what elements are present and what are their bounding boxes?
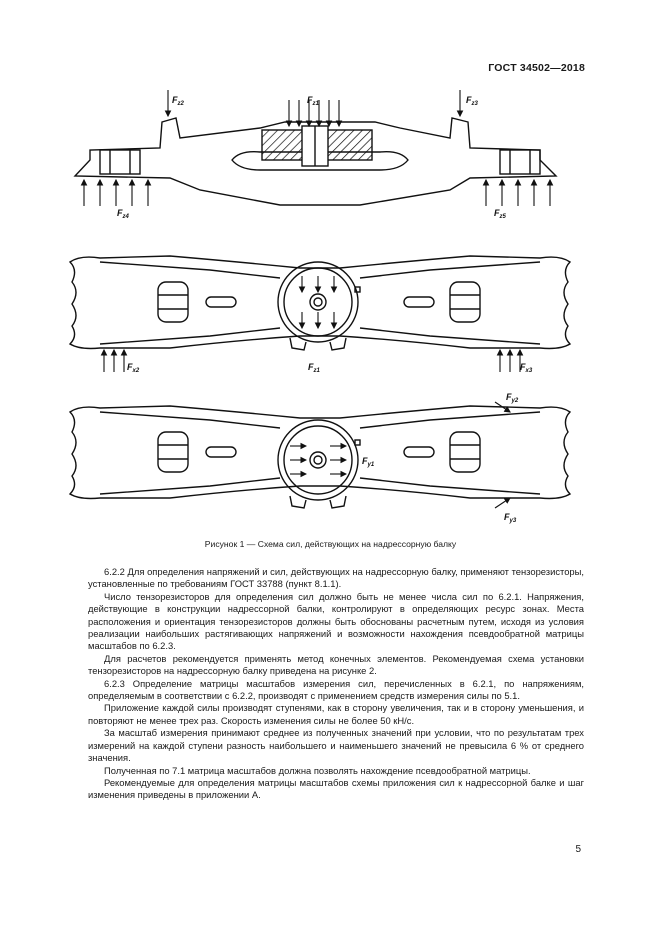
side-view <box>75 118 556 205</box>
label-fz1: $F_{z1}$ <box>307 95 319 107</box>
body-text <box>88 566 584 802</box>
paragraph: Для расчетов рекомендуется применять метод конечных элементов. Рекомендуемая схема установки тензорезисторов на надрессорную балку приведена на рисунке 2. <box>88 652 584 677</box>
label-fy3: $F_{y3}$ <box>504 512 517 524</box>
paragraph: Рекомендуемые для определения матрицы масштабов схемы приложения сил к надрессорной балке и шаг изменения приведены в приложении А. <box>88 776 584 801</box>
paragraph: 6.2.3 Определение матрицы масштабов измерения сил, перечисленных в 6.2.1, по напряжениям, определяемым в соответствии с 6.2.2, производят с применением средств измерения силы по 5.1. <box>88 677 584 702</box>
label-fx2: $F_{x2}$ <box>127 362 140 374</box>
paragraph: За масштаб измерения принимают среднее из полученных значений при условии, что по результатам трех измерений на каждой ступени разность наибольшего и наименьшего значений не превысила 6 % от среднего значения. <box>88 727 584 764</box>
label-fz5: $F_{z5}$ <box>494 208 506 220</box>
label-fy1: $F_{y1}$ <box>362 456 375 468</box>
label-fx3: $F_{x3}$ <box>520 362 533 374</box>
label-fx1: $F_{z1}$ <box>308 362 320 374</box>
paragraph: Полученная по 7.1 матрица масштабов должна позволять нахождение псевдообратной матрицы. <box>104 764 531 776</box>
label-fy2: $F_{y2}$ <box>506 392 519 404</box>
paragraph: 6.2.2 Для определения напряжений и сил, действующих на надрессорную балку, применяют тензорезисторы, установленные по требованиям ГОСТ 33788 (пункт 8.1.1). <box>88 566 584 590</box>
label-fz3: $F_{z3}$ <box>466 95 478 107</box>
paragraph: Приложение каждой силы производят ступенями, как в сторону увеличения, так и в сторону уменьшения, и повторяют не менее трех раз. Скорость изменения силы не более 50 кН/с. <box>88 702 584 726</box>
page-number: 5 <box>575 844 581 855</box>
paragraph: Число тензорезисторов для определения сил должно быть не менее числа сил по 6.2.1. Напряжения, действующие в конструкции надрессорной балки, контролируют в определяющих ресурс зонах. Места расположения и ориентация тензорезисторов должны быть обоснованы расчетным путем, исходя из условия реализации наибольших растягивающих напряжений и возможности нахождения псевдообратной матрицы масштабов по 6.2.3. <box>88 590 584 652</box>
figure-caption: Рисунок 1 — Схема сил, действующих на надрессорную балку <box>204 539 457 549</box>
standard-header: ГОСТ 34502—2018 <box>488 62 585 74</box>
plan-view-lateral <box>70 406 570 508</box>
plan-view-vertical-arrows <box>104 276 520 372</box>
plan-view-vertical <box>70 256 570 350</box>
label-fz2: $F_{z2}$ <box>172 95 184 107</box>
label-fz4: $F_{z4}$ <box>117 208 129 220</box>
